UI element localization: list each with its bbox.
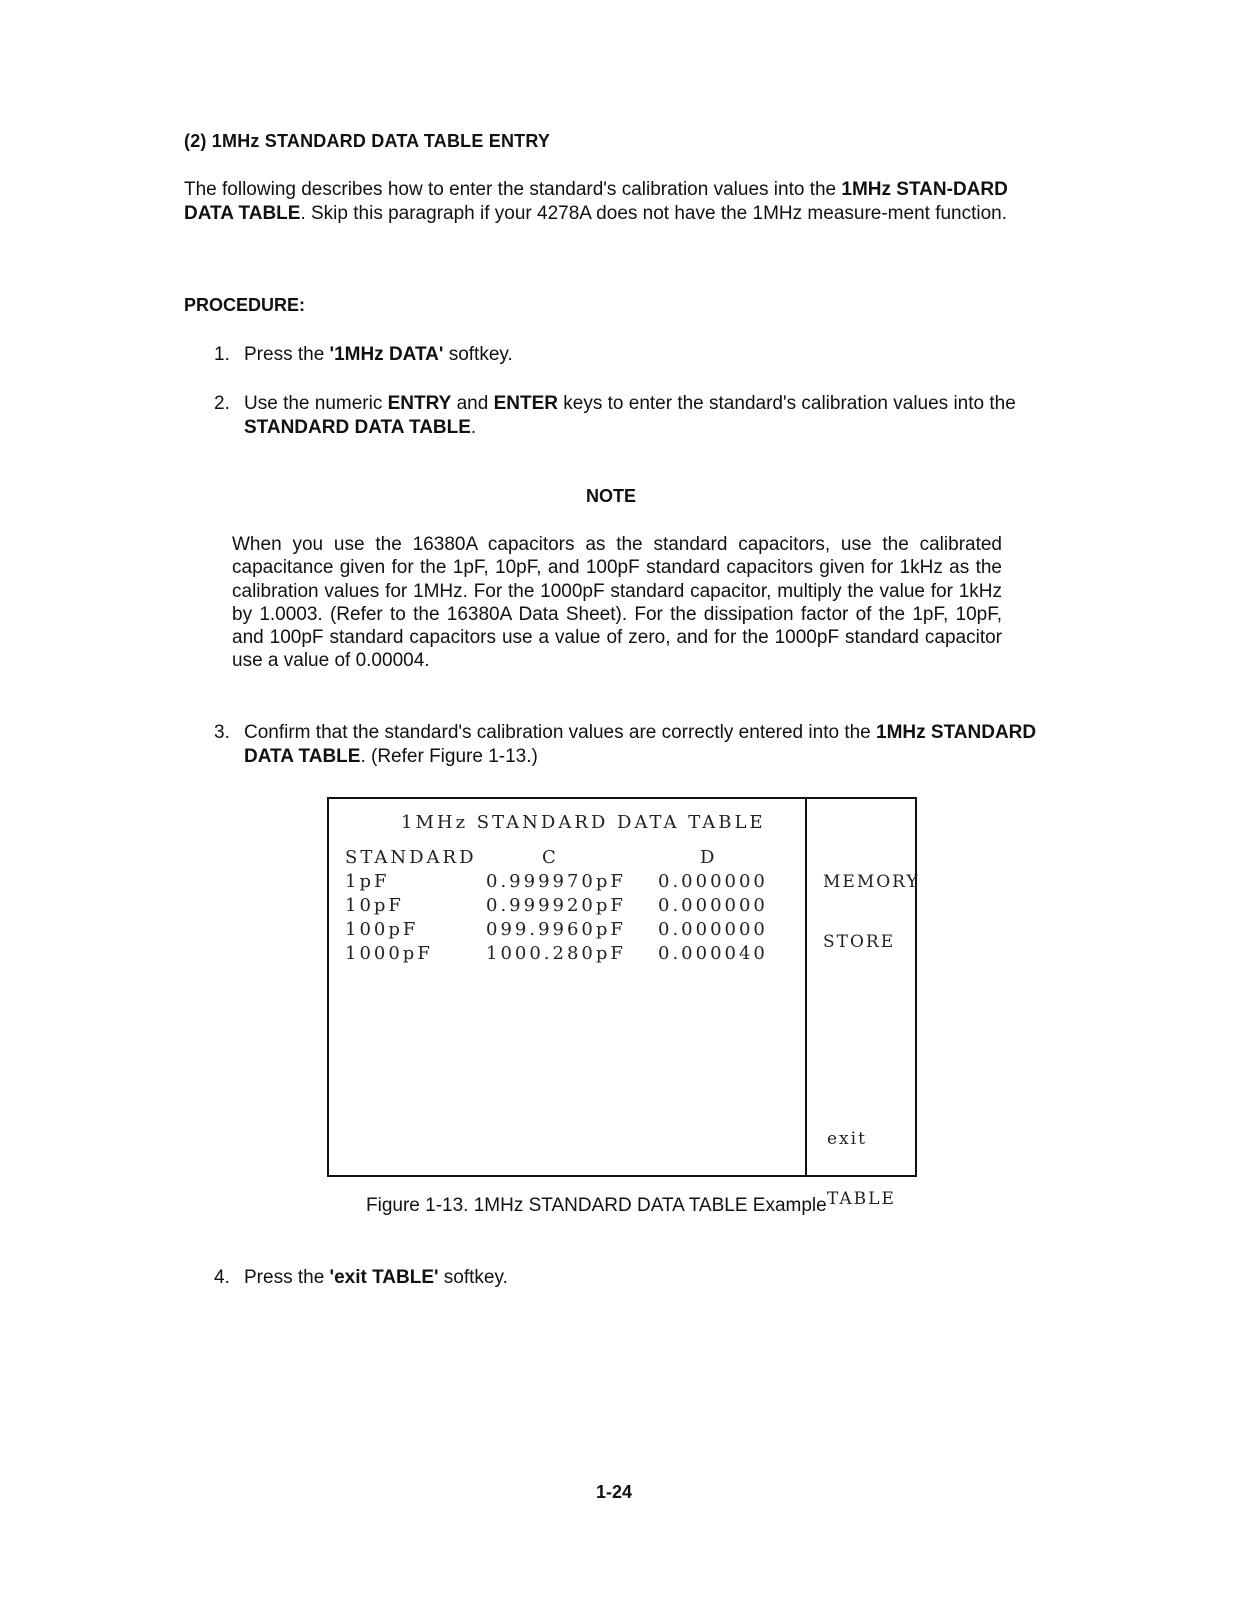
step-number: 4. xyxy=(214,1267,230,1288)
section-heading: (2) 1MHz STANDARD DATA TABLE ENTRY xyxy=(184,131,551,151)
softkey-memory-store[interactable] xyxy=(823,832,920,972)
step-text-part: softkey. xyxy=(443,344,513,365)
step-text xyxy=(244,721,1054,768)
softkey-name: '1MHz DATA' xyxy=(329,344,444,365)
softkey-label-line: TABLE xyxy=(827,1189,896,1209)
softkey-exit-table[interactable] xyxy=(827,1089,896,1229)
row-3-c: 099.9960pF xyxy=(486,919,626,940)
note-body: When you use the 16380A capacitors as the standard capacitors, use the calibrated capacitance given for the 1pF, 10pF, and 100pF standard capacitors given for 1kHz as the calibration values for 1MHz. For the 1000pF standard capacitor, multiply the value for 1kHz by 1.0003. (Refer to the 16380A Data Sheet). For the dissipation factor of the 1pF, 10pF, and 100pF standard capacitors use a value of zero, and for the 1000pF standard capacitor use a value of 0.00004. xyxy=(232,534,1002,672)
step-text-part: . (Refer Figure 1-13.) xyxy=(360,745,538,767)
row-4-standard: 1000pF xyxy=(345,943,433,964)
step-text xyxy=(244,392,1054,439)
intro-paragraph xyxy=(184,178,1054,225)
row-2-d: 0.000000 xyxy=(658,895,768,916)
column-header-c: C xyxy=(542,847,559,868)
softkey-divider xyxy=(805,797,807,1177)
step-text-part: softkey. xyxy=(438,1267,508,1288)
step-3 xyxy=(214,721,1054,769)
intro-text-1: The following describes how to enter the standard's calibration values into the xyxy=(184,179,842,200)
step-2 xyxy=(214,392,1054,440)
row-1-d: 0.000000 xyxy=(658,871,768,892)
step-text xyxy=(244,1266,1054,1290)
step-number: 1. xyxy=(214,344,230,365)
row-1-c: 0.999970pF xyxy=(486,871,626,892)
intro-bold-table-name: 1MHz STAN-DARD DATA TABLE xyxy=(184,179,1008,224)
step-text-part: Press the xyxy=(244,1267,330,1288)
step-text-part: Use the numeric xyxy=(244,393,388,414)
column-header-d: D xyxy=(700,847,718,868)
table-name: STANDARD DATA TABLE xyxy=(244,416,471,438)
screen-title: 1MHz STANDARD DATA TABLE xyxy=(401,812,766,833)
step-text-part: . xyxy=(470,416,477,438)
step-number: 2. xyxy=(214,393,230,414)
step-number: 3. xyxy=(214,722,230,743)
row-3-d: 0.000000 xyxy=(658,919,768,940)
row-2-c: 0.999920pF xyxy=(486,895,626,916)
step-text-part: Press the xyxy=(244,344,330,365)
row-2-standard: 10pF xyxy=(345,895,404,916)
figure-caption: Figure 1-13. 1MHz STANDARD DATA TABLE Example xyxy=(366,1195,827,1216)
page-number: 1-24 xyxy=(596,1482,633,1502)
procedure-label: PROCEDURE: xyxy=(184,295,306,315)
column-header-standard: STANDARD xyxy=(345,847,477,868)
row-1-standard: 1pF xyxy=(345,871,390,892)
softkey-label-line: MEMORY xyxy=(823,872,920,892)
step-text xyxy=(244,343,1054,367)
step-text-part: and xyxy=(451,393,494,414)
step-4 xyxy=(214,1266,1054,1290)
step-1 xyxy=(214,343,1054,367)
softkey-name: 'exit TABLE' xyxy=(329,1267,439,1288)
row-4-c: 1000.280pF xyxy=(486,943,626,964)
key-name-enter: ENTER xyxy=(493,393,558,414)
softkey-label-line: STORE xyxy=(823,932,896,952)
note-title: NOTE xyxy=(586,486,637,506)
key-name-entry: ENTRY xyxy=(387,393,452,414)
row-3-standard: 100pF xyxy=(345,919,419,940)
intro-text-2: . Skip this paragraph if your 4278A does not have the 1MHz measure-ment function. xyxy=(300,202,1008,224)
row-4-d: 0.000040 xyxy=(658,943,768,964)
step-text-part: Confirm that the standard's calibration values are correctly entered into the xyxy=(244,722,877,743)
step-text-part: keys to enter the standard's calibration values into the xyxy=(558,393,1016,414)
softkey-label-line: exit xyxy=(827,1129,867,1149)
table-name: 1MHz STANDARD DATA TABLE xyxy=(244,722,1037,767)
